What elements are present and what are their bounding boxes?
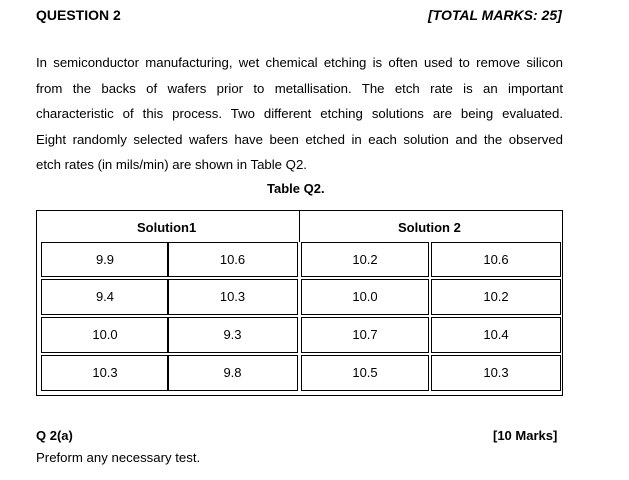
question-title: QUESTION 2: [36, 7, 121, 23]
table-cell: 10.0: [41, 317, 169, 353]
solution2-header-cell: [300, 211, 563, 242]
table-cell: 9.9: [41, 242, 169, 277]
table-cell: 10.6: [167, 242, 298, 277]
total-marks: [TOTAL MARKS: 25]: [428, 7, 562, 23]
table-cell: 10.2: [431, 279, 561, 315]
table-cell: 9.8: [167, 355, 298, 391]
table-cell: 10.3: [41, 355, 169, 391]
table-cell: 10.0: [301, 279, 429, 315]
part-marks: [10 Marks]: [493, 428, 558, 443]
intro-line: characteristic of this process. Two different etching solutions are being evaluated.: [36, 106, 563, 122]
solution1-header-cell: [37, 211, 300, 242]
solution2-header: Solution 2: [398, 220, 461, 235]
intro-line: In semiconductor manufacturing, wet chemical etching is often used to remove silicon: [36, 55, 563, 70]
solution1-header: Solution1: [137, 220, 197, 235]
intro-paragraph: [36, 50, 563, 178]
table-cell: 10.2: [301, 242, 429, 277]
task-text: Preform any necessary test.: [36, 450, 201, 465]
intro-line: from the backs of wafers prior to metallisation. The etch rate is an important: [36, 80, 563, 96]
intro-line: etch rates (in mils/min) are shown in Table Q2.: [36, 157, 307, 173]
table-cell: 9.4: [41, 279, 169, 315]
table-cell: 10.3: [431, 355, 561, 391]
table-cell: 10.3: [167, 279, 298, 315]
table-caption: Table Q2.: [267, 181, 325, 196]
etch-rate-table: [36, 210, 563, 396]
table-cell: 10.4: [431, 317, 561, 353]
table-cell: 10.7: [301, 317, 429, 353]
table-cell: 10.5: [301, 355, 429, 391]
part-label: Q 2(a): [36, 428, 73, 443]
table-cell: 10.6: [431, 242, 561, 277]
table-cell: 9.3: [167, 317, 298, 353]
intro-line: Eight randomly selected wafers have been etched in each solution and the observed: [36, 131, 563, 147]
